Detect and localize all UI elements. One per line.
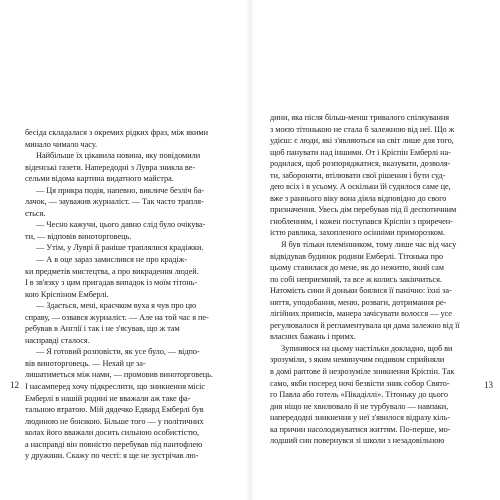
- text-line: ребував в Англії і так і не з'ясував, що ж там: [25, 324, 180, 334]
- right-page: [250, 0, 500, 500]
- text-line: кою Кріспіном Емберлі.: [25, 289, 109, 299]
- text-line: вів виноторговець. — Нехай це за-: [25, 358, 146, 368]
- text-line: гнобленням, і кожен поступався Кріспін з приречен-: [270, 216, 453, 226]
- text-line: людиною не бонзкою. Більше того — у політичних: [25, 416, 204, 426]
- text-line: напередодні зникнення у неї з'явилося відразу кіль-: [270, 413, 450, 423]
- right-page-number: 13: [484, 380, 493, 390]
- text-line: лігійних приписів, манера зачісувати волосся — усе: [270, 309, 452, 319]
- text-line: минало чимало часу.: [25, 139, 98, 149]
- text-line: удієш: є люди, які з'являються на світ лише для того,: [270, 136, 454, 146]
- text-line: по собі неприємний, та все ж колись закінчиться.: [270, 274, 442, 284]
- text-line: зрозуміли, з яким неминучим подивом сприйняли: [270, 355, 445, 365]
- text-line: справу, — озвався журналіст. — Але на той час я пе-: [25, 312, 209, 322]
- text-line: тальною втратою. Мій дядечко Едвард Емберлі був: [25, 405, 204, 415]
- text-line: віденські газети. Напередодні з Лувра зникла ве-: [25, 162, 196, 172]
- text-line: дею всіх і в усьому. А оскільки їй судилося саме це,: [270, 182, 451, 192]
- text-line: го Павла або готель «Пікаділлі». Тітоньку до цього: [270, 390, 448, 400]
- text-line: щоб панувати над іншими. От і Кріспін Емберлі на-: [270, 147, 451, 157]
- text-line: няття, уподобання, меню, розваги, дотримання ре-: [270, 297, 447, 307]
- text-line: ки предметів мистецтва, а про викрадення людей.: [25, 266, 199, 276]
- text-line: ти, — відповів виноторговець.: [25, 231, 132, 241]
- text-line: сельми відома картина видатного майстра.: [25, 174, 174, 184]
- text-line: вже з раннього віку вона діяла відповідно до свого: [270, 193, 447, 203]
- text-line: — Утім, у Луврі й раніше траплялися крадіжки.: [36, 243, 204, 253]
- text-line: — Ця прикра подія, напевно, викличе безліч ба-: [36, 185, 204, 195]
- text-line: насправді сталося.: [25, 335, 90, 345]
- text-line: — А в оце зараз замислився не про крадіж-: [36, 255, 188, 265]
- text-line: Емберлі в нашій родині не вважали аж таке фа-: [25, 393, 191, 403]
- text-line: — Я готовий розповісти, як усе було, — відпо-: [36, 347, 200, 357]
- left-page-number: 12: [10, 380, 19, 390]
- text-line: з моєю тітонькою не стала б залежною від неї. Що ж: [270, 124, 455, 134]
- text-line: І в зв'язку з цим пригадав випадок із моїм тітонь-: [25, 278, 198, 288]
- text-line: дня ніщо не хвилювало й не турбувало — навпаки,: [270, 401, 449, 411]
- text-line: ється.: [25, 208, 46, 218]
- text-line: Я був тільки племінником, тому лише час від часу: [281, 240, 457, 250]
- text-line: Натомість сини й доньки боялися її панічно: їхні за-: [270, 286, 452, 296]
- text-line: — Здається, мені, красчком вуха я чув про цю: [36, 301, 197, 311]
- text-line: призначення. Увесь дім перебував під її деспотичним: [270, 205, 457, 215]
- text-line: бесіда складалася з окремих рідких фраз, між якими: [25, 128, 208, 137]
- text-line: у дружини. Скажу по честі: я ще не зустрічав лю-: [25, 451, 199, 461]
- text-line: лодший син повернувся зі школи з незадовільною: [270, 436, 445, 446]
- text-line: а насправді він повністю перебував під пантофлею: [25, 439, 203, 449]
- text-line: колах його вважали досить сильною особистістю,: [25, 428, 200, 438]
- text-line: дини, яка після більш-менш тривалого спілкування: [270, 113, 450, 122]
- left-page-text: [25, 127, 228, 462]
- text-line: регулювалося й регламентувала ця дама залежно від її: [270, 320, 460, 330]
- text-line: цьому ставилася до мене, як до нежитю, який сам: [270, 263, 444, 273]
- text-line: — Чесно кажучи, цього давно слід було очікува-: [36, 220, 206, 230]
- text-line: ти, забороняти, втілювати свої рішення і бути суд-: [270, 170, 446, 180]
- text-line: родилася, щоб розпоряджатися, вказувати, дозволя-: [270, 159, 451, 169]
- right-page-text: [270, 112, 476, 447]
- text-line: Зупиняюся на цьому настільки докладно, щоб ви: [281, 343, 453, 353]
- text-line: І насамперед хочу підкреслити, що зникнення місіс: [25, 382, 205, 392]
- text-line: власних бажань і примх.: [270, 332, 356, 342]
- text-line: ка причин насолоджуватися життям. По-перше, мо-: [270, 424, 451, 434]
- text-line: лишатиметься між нами, — промовив виноторговець.: [25, 370, 213, 380]
- text-line: істю равлика, захопленого осінніми приморозком.: [270, 228, 445, 238]
- text-line: Найбільше їх цікавила новина, яку повідомили: [36, 151, 201, 161]
- text-line: лачок, — зауважив журналіст. — Так часто трапля-: [25, 197, 204, 207]
- text-line: відвідував будинок родини Емберлі. Тітонька про: [270, 251, 444, 261]
- text-line: в домі раптове й незрозуміле зникнення Кріспін. Так: [270, 367, 455, 377]
- text-line: само, якби посеред ночі безвісти зник собор Свято-: [270, 378, 450, 388]
